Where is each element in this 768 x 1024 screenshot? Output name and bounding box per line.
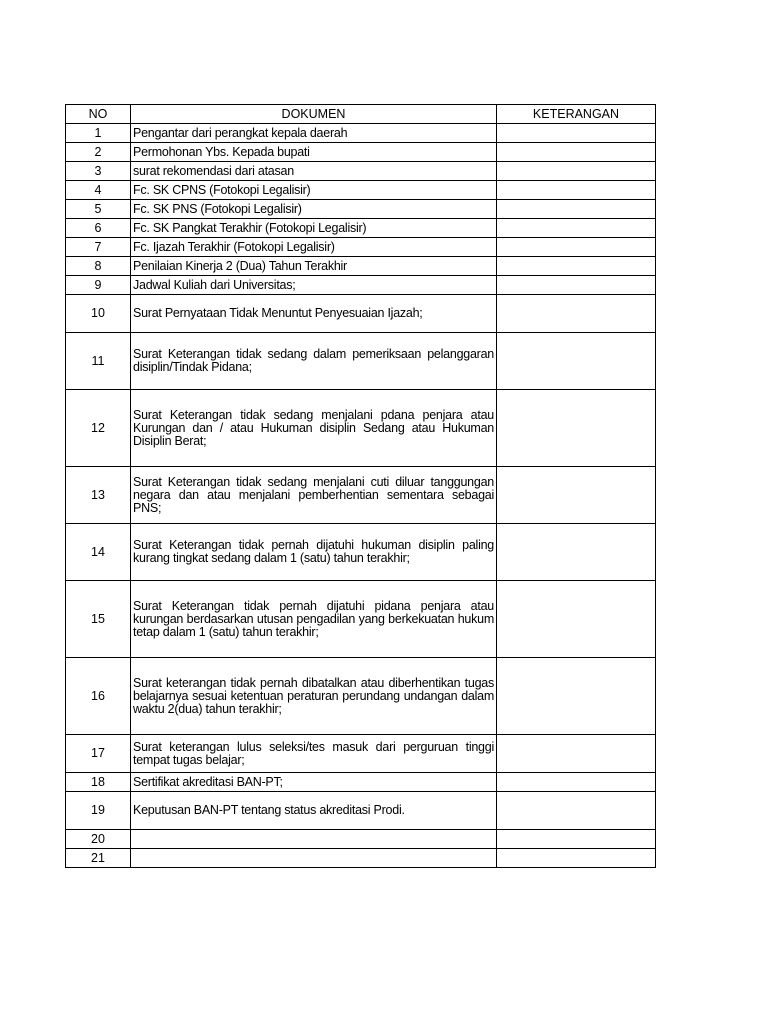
document-name: Surat Keterangan tidak pernah dijatuhi hukuman disiplin paling kurang tingkat sedang dalam 1 (satu) tahun terakhir; [131,524,497,581]
keterangan-cell [497,390,656,467]
table-row [66,238,656,257]
document-name: Fc. SK CPNS (Fotokopi Legalisir) [131,181,497,200]
document-name: Fc. Ijazah Terakhir (Fotokopi Legalisir) [131,238,497,257]
table-row [66,257,656,276]
row-number: 3 [66,162,131,181]
document-checklist-table [65,104,656,868]
row-number: 8 [66,257,131,276]
keterangan-cell [497,181,656,200]
table-row [66,658,656,735]
keterangan-cell [497,276,656,295]
document-name: Surat Keterangan tidak sedang menjalani cuti diluar tanggungan negara dan atau menjalani pemberhentian sementara sebagai PNS; [131,467,497,524]
keterangan-cell [497,524,656,581]
row-number: 13 [66,467,131,524]
table-row [66,581,656,658]
document-name: Sertifikat akreditasi BAN-PT; [131,773,497,792]
document-name: Surat Pernyataan Tidak Menuntut Penyesuaian Ijazah; [131,295,497,333]
table-row [66,390,656,467]
row-number: 2 [66,143,131,162]
row-number: 1 [66,124,131,143]
keterangan-cell [497,735,656,773]
row-number: 11 [66,333,131,390]
table-row [66,333,656,390]
keterangan-cell [497,295,656,333]
row-number: 7 [66,238,131,257]
document-name [131,849,497,868]
document-name: Keputusan BAN-PT tentang status akreditasi Prodi. [131,792,497,830]
keterangan-cell [497,238,656,257]
table-row [66,773,656,792]
document-name: surat rekomendasi dari atasan [131,162,497,181]
keterangan-cell [497,849,656,868]
table-row [66,467,656,524]
keterangan-cell [497,124,656,143]
keterangan-cell [497,792,656,830]
header-dokumen: DOKUMEN [131,105,497,124]
row-number: 4 [66,181,131,200]
document-name: Surat Keterangan tidak sedang menjalani pdana penjara atau Kurungan dan / atau Hukuman disiplin Sedang atau Hukuman Disiplin Berat; [131,390,497,467]
keterangan-cell [497,467,656,524]
row-number: 15 [66,581,131,658]
table-row [66,200,656,219]
table-row [66,124,656,143]
row-number: 10 [66,295,131,333]
table-row [66,143,656,162]
table-row [66,162,656,181]
document-name: Fc. SK PNS (Fotokopi Legalisir) [131,200,497,219]
row-number: 16 [66,658,131,735]
document-name: Surat Keterangan tidak pernah dijatuhi pidana penjara atau kurungan berdasarkan utusan pengadilan yang berkekuatan hukum tetap dalam 1 (satu) tahun terakhir; [131,581,497,658]
table-row [66,295,656,333]
header-no: NO [66,105,131,124]
row-number: 19 [66,792,131,830]
table-row [66,219,656,238]
table-row [66,181,656,200]
keterangan-cell [497,200,656,219]
table-row [66,735,656,773]
row-number: 17 [66,735,131,773]
document-name: Surat keterangan tidak pernah dibatalkan atau diberhentikan tugas belajarnya sesuai ketentuan peraturan perundang undangan dalam waktu 2(dua) tahun terakhir; [131,658,497,735]
row-number: 14 [66,524,131,581]
keterangan-cell [497,830,656,849]
keterangan-cell [497,143,656,162]
document-name [131,830,497,849]
keterangan-cell [497,162,656,181]
table-row [66,849,656,868]
header-keterangan: KETERANGAN [497,105,656,124]
row-number: 20 [66,830,131,849]
document-name: Penilaian Kinerja 2 (Dua) Tahun Terakhir [131,257,497,276]
keterangan-cell [497,333,656,390]
row-number: 12 [66,390,131,467]
document-name: Surat keterangan lulus seleksi/tes masuk dari perguruan tinggi tempat tugas belajar; [131,735,497,773]
row-number: 9 [66,276,131,295]
row-number: 18 [66,773,131,792]
keterangan-cell [497,219,656,238]
row-number: 5 [66,200,131,219]
keterangan-cell [497,658,656,735]
document-name: Jadwal Kuliah dari Universitas; [131,276,497,295]
document-name: Pengantar dari perangkat kepala daerah [131,124,497,143]
keterangan-cell [497,257,656,276]
keterangan-cell [497,773,656,792]
table-row [66,524,656,581]
row-number: 6 [66,219,131,238]
table-header-row [66,105,656,124]
table-row [66,792,656,830]
keterangan-cell [497,581,656,658]
document-name: Fc. SK Pangkat Terakhir (Fotokopi Legalisir) [131,219,497,238]
row-number: 21 [66,849,131,868]
document-name: Surat Keterangan tidak sedang dalam pemeriksaan pelanggaran disiplin/Tindak Pidana; [131,333,497,390]
document-name: Permohonan Ybs. Kepada bupati [131,143,497,162]
table-row [66,830,656,849]
table-row [66,276,656,295]
